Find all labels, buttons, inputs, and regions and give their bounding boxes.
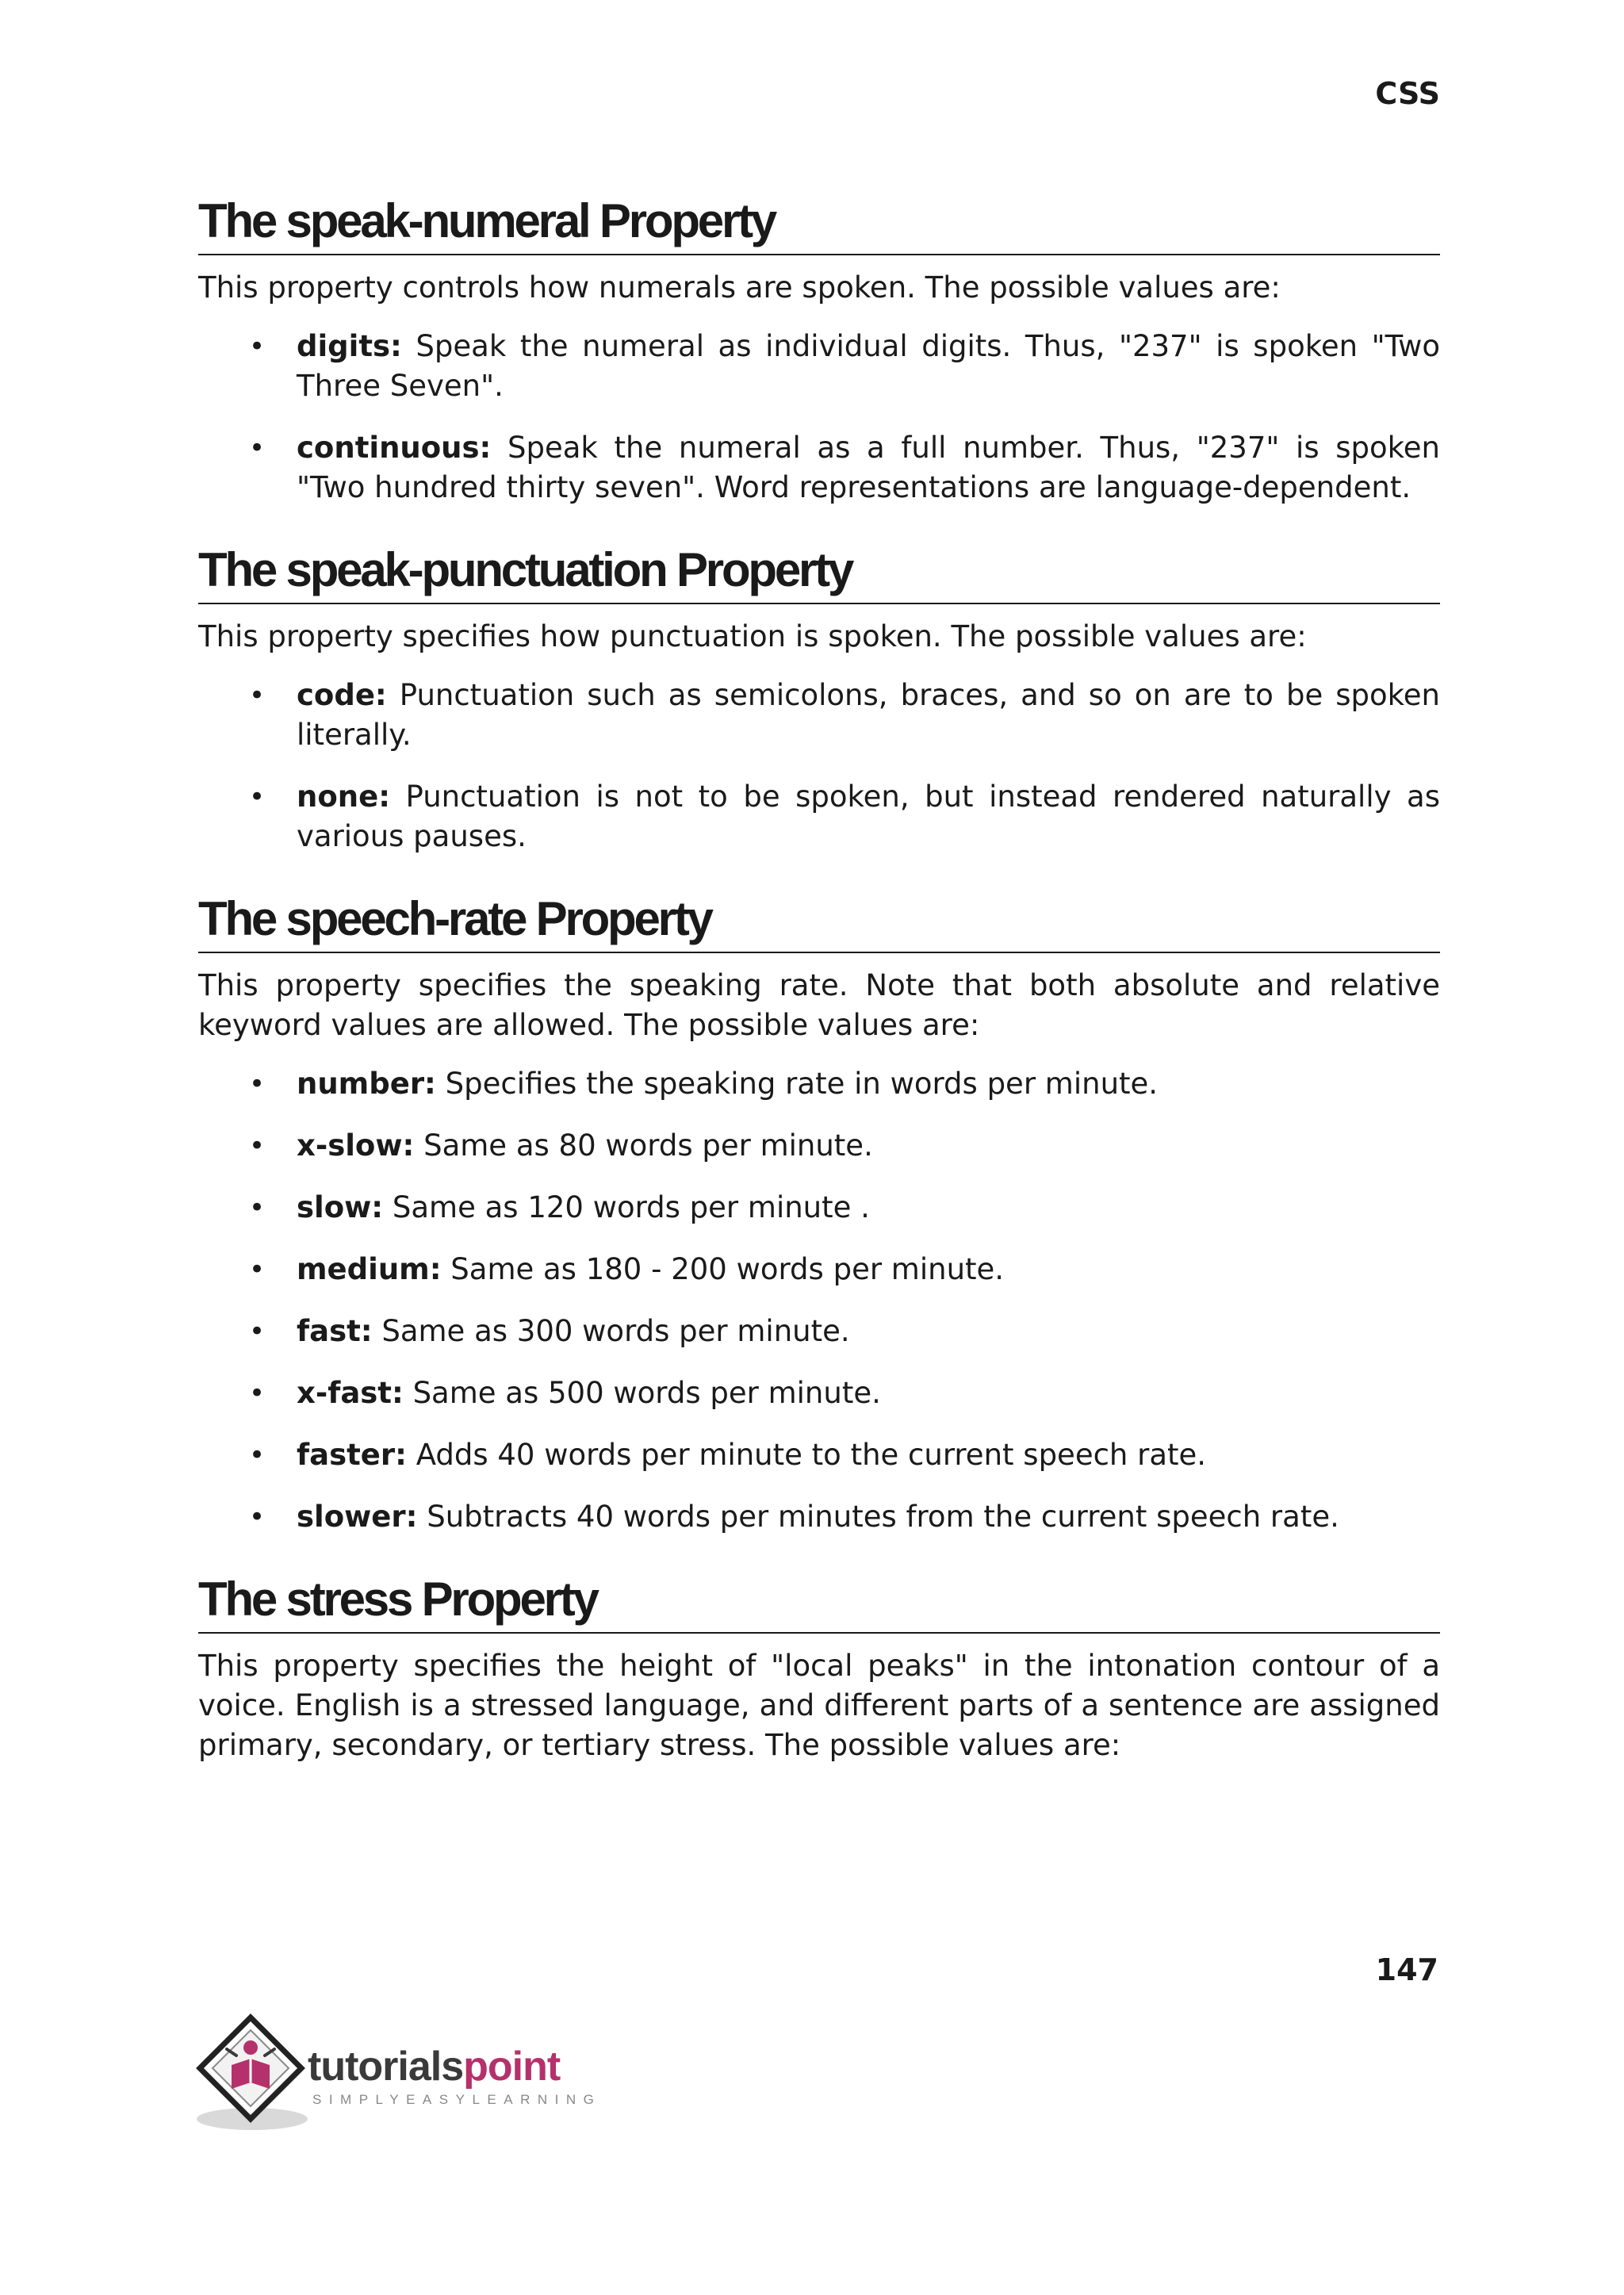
value-description: Same as 120 words per minute . <box>392 1190 870 1224</box>
bullet-icon: • <box>249 1501 266 1533</box>
value-term: continuous: <box>297 431 492 465</box>
list-item <box>198 676 1440 755</box>
value-description: Punctuation is not to be spoken, but instead rendered naturally as various pauses. <box>297 780 1440 853</box>
value-list <box>198 327 1440 508</box>
value-list <box>198 1064 1440 1537</box>
tutorialspoint-logo <box>195 2010 607 2136</box>
value-term: code: <box>297 678 387 712</box>
list-item <box>198 1188 1440 1228</box>
section-intro: This property specifies the height of "local peaks" in the intonation contour of a voice. English is a stressed language, and different parts of a sentence are assigned primary, secondary, or tertiary stress. The possible values are: <box>198 1649 1440 1762</box>
section-intro: This property specifies how punctuation is spoken. The possible values are: <box>198 619 1307 653</box>
value-description: Speak the numeral as a full number. Thus, "237" is spoken "Two hundred thirty seven". Word representations are language-dependent. <box>297 431 1440 504</box>
value-description: Same as 180 - 200 words per minute. <box>450 1252 1005 1286</box>
section-stress <box>198 1569 1440 1765</box>
section-intro: This property specifies the speaking rate. Note that both absolute and relative keyword values are allowed. The possible values are: <box>198 968 1440 1042</box>
value-description: Subtracts 40 words per minutes from the current speech rate. <box>427 1500 1339 1534</box>
value-description: Same as 80 words per minute. <box>423 1128 873 1163</box>
list-item <box>198 1435 1440 1475</box>
bullet-icon: • <box>249 781 266 813</box>
value-term: x-fast: <box>297 1376 404 1410</box>
value-term: faster: <box>297 1438 407 1472</box>
bullet-icon: • <box>249 1316 266 1347</box>
section-heading: The speak-punctuation Property <box>198 539 1440 604</box>
bullet-icon: • <box>249 1377 266 1409</box>
bullet-icon: • <box>249 1439 266 1471</box>
list-item <box>198 428 1440 508</box>
list-item <box>198 777 1440 856</box>
section-speak-punctuation <box>198 539 1440 856</box>
tutorialspoint-logo-icon <box>195 2010 314 2136</box>
value-description: Adds 40 words per minute to the current speech rate. <box>416 1438 1207 1472</box>
list-item <box>198 1064 1440 1104</box>
list-item <box>198 1250 1440 1289</box>
value-description: Same as 500 words per minute. <box>412 1376 881 1410</box>
value-term: x-slow: <box>297 1128 415 1163</box>
logo-wordmark: tutorialspoint <box>308 2044 561 2090</box>
section-intro: This property controls how numerals are spoken. The possible values are: <box>198 270 1281 305</box>
section-heading: The speak-numeral Property <box>198 190 1440 255</box>
list-item <box>198 327 1440 406</box>
value-description: Same as 300 words per minute. <box>381 1314 850 1348</box>
bullet-icon: • <box>249 680 266 711</box>
value-description: Specifies the speaking rate in words per minute. <box>445 1067 1159 1101</box>
value-term: slow: <box>297 1190 384 1224</box>
value-term: fast: <box>297 1314 373 1348</box>
section-heading: The stress Property <box>198 1569 1440 1634</box>
page-header-title: CSS <box>1375 76 1440 111</box>
value-term: none: <box>297 780 390 814</box>
section-heading: The speech-rate Property <box>198 888 1440 953</box>
bullet-icon: • <box>249 1192 266 1224</box>
bullet-icon: • <box>249 1254 266 1285</box>
value-list <box>198 676 1440 856</box>
bullet-icon: • <box>249 432 266 464</box>
section-speak-numeral <box>198 190 1440 508</box>
bullet-icon: • <box>249 331 266 362</box>
value-term: digits: <box>297 329 402 363</box>
value-term: medium: <box>297 1252 442 1286</box>
page-content <box>198 190 1440 1765</box>
list-item <box>198 1497 1440 1537</box>
section-speech-rate <box>198 888 1440 1537</box>
list-item <box>198 1126 1440 1166</box>
bullet-icon: • <box>249 1068 266 1100</box>
logo-tagline: SIMPLYEASYLEARNING <box>312 2092 602 2107</box>
value-term: number: <box>297 1067 436 1101</box>
bullet-icon: • <box>249 1130 266 1162</box>
list-item <box>198 1374 1440 1413</box>
list-item <box>198 1312 1440 1351</box>
page-number: 147 <box>1375 1952 1438 1987</box>
value-description: Punctuation such as semicolons, braces, and so on are to be spoken literally. <box>297 678 1440 752</box>
value-description: Speak the numeral as individual digits. Thus, "237" is spoken "Two Three Seven". <box>297 329 1440 403</box>
value-term: slower: <box>297 1500 418 1534</box>
